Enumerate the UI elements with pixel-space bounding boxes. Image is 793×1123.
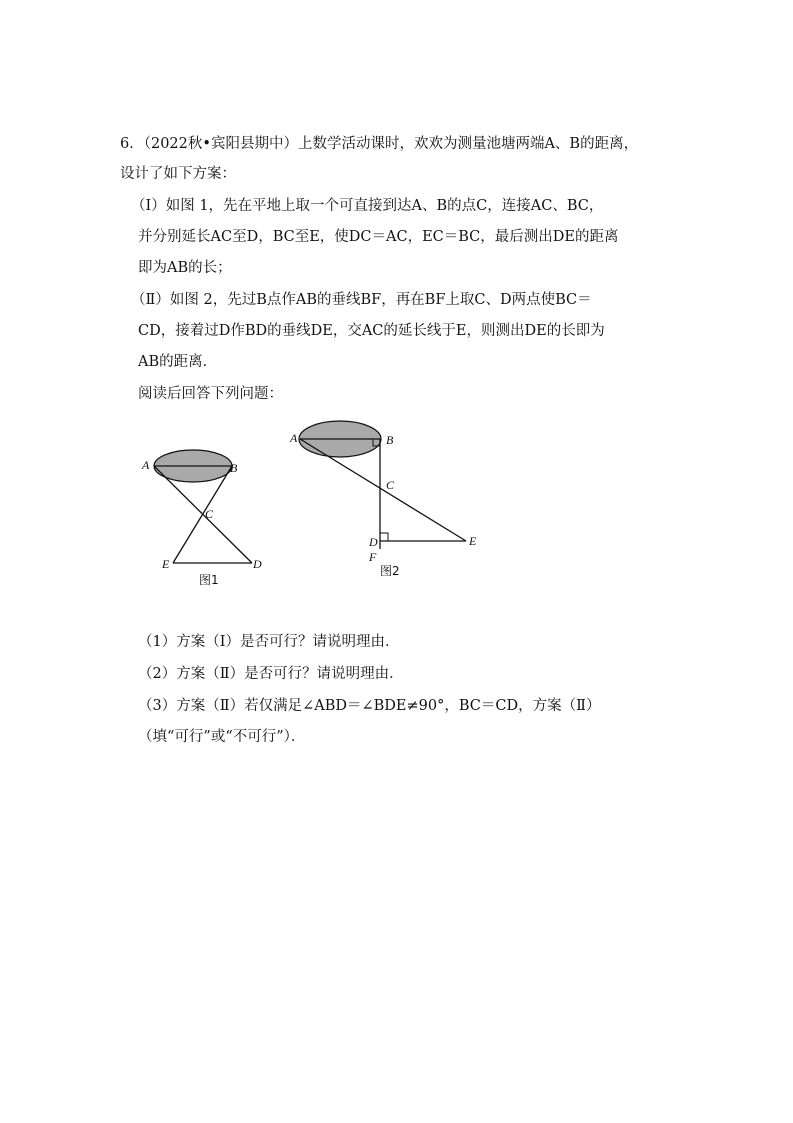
problem-source: （2022秋•宾阳县期中）: [143, 136, 298, 152]
question-1: （1）方案（Ⅰ）是否可行？请说明理由．: [138, 634, 400, 650]
fig2-caption: 图2: [380, 564, 400, 578]
question-3-line-2: （填“可行”或“不可行”）．: [138, 729, 306, 745]
question-3-line-1: （3）方案（Ⅱ）若仅满足∠ABD＝∠BDE≠90°，BC＝CD，方案（Ⅱ）: [138, 698, 601, 714]
question-2: （2）方案（Ⅱ）是否可行？请说明理由．: [138, 666, 404, 682]
fig2-label-e: E: [469, 534, 477, 548]
fig1-label-b: B: [230, 461, 238, 475]
plan1-line-3: 即为AB的长；: [138, 260, 232, 276]
fig1-label-e: E: [162, 557, 170, 571]
read-prompt: 阅读后回答下列问题：: [138, 386, 283, 402]
fig1-label-d: D: [253, 557, 262, 571]
fig1-label-a: A: [142, 458, 150, 472]
plan2-line-2: CD，接着过D作BD的垂线DE，交AC的延长线于E，则测出DE的长即为: [138, 323, 605, 339]
right-angle-mark-d: [380, 533, 388, 541]
fig2-label-f: F: [369, 550, 377, 564]
fig1-caption: 图1: [199, 573, 219, 587]
plan1-line-1: （Ⅰ）如图 1，先在平地上取一个可直接到达A、B的点C，连接AC、BC，: [131, 198, 604, 214]
fig2-label-d: D: [369, 535, 378, 549]
segment-ae-2: [300, 439, 466, 541]
fig1-label-c: C: [205, 507, 214, 521]
plan2-line-3: AB的距离．: [138, 354, 218, 370]
fig2-label-b: B: [386, 433, 394, 447]
intro-line-1: 上数学活动课时，欢欢为测量池塘两端A、B的距离，: [297, 136, 639, 152]
fig2-label-a: A: [290, 431, 298, 445]
plan2-line-1: （Ⅱ）如图 2，先过B点作AB的垂线BF，再在BF上取C、D两点使BC＝: [131, 292, 592, 308]
problem-number: 6．: [120, 136, 144, 152]
plan1-line-2: 并分别延长AC至D，BC至E，使DC＝AC，EC＝BC，最后测出DE的距离: [138, 229, 619, 245]
fig2-label-c: C: [386, 478, 395, 492]
intro-line-2: 设计了如下方案：: [120, 166, 236, 182]
